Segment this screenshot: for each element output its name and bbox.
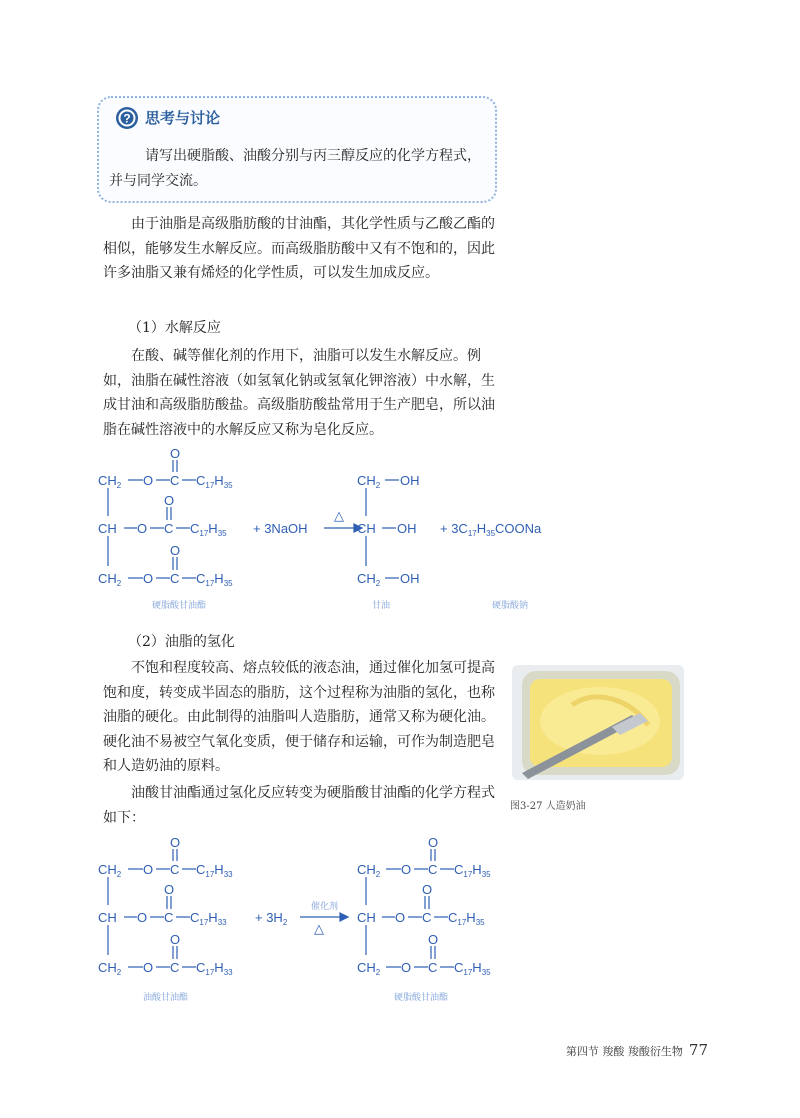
svg-text:OH: OH <box>400 571 420 586</box>
svg-text:C: C <box>422 910 432 925</box>
svg-text:催化剂: 催化剂 <box>311 901 339 911</box>
discussion-title: 思考与讨论 <box>145 109 221 127</box>
svg-text:C: C <box>170 473 180 488</box>
saponification-equation <box>0 440 800 620</box>
svg-text:CH: CH <box>357 910 376 925</box>
svg-text:C: C <box>170 960 180 975</box>
svg-text:O: O <box>170 835 181 850</box>
svg-text:OH: OH <box>397 521 417 536</box>
svg-text:CH2: $CH_2$ <box>357 473 381 490</box>
page-footer <box>566 1041 708 1059</box>
svg-text:OH: OH <box>400 473 420 488</box>
svg-text:CH2: $CH_2$ <box>357 571 381 588</box>
svg-text:O: O <box>143 473 154 488</box>
figure-caption: 图3-27 人造奶油 <box>510 801 586 812</box>
svg-text:O: O <box>143 862 154 877</box>
svg-text:CH2: $CH_2$ <box>357 862 381 879</box>
svg-text:C: C <box>164 521 174 536</box>
svg-text:C17H35: $C_{17}H_{35}$ <box>454 862 491 879</box>
svg-text:CH: CH <box>357 521 376 536</box>
svg-text:C17H35: $C_{17}H_{35}$ <box>196 473 233 490</box>
svg-text:O: O <box>137 521 148 536</box>
svg-text:C: C <box>170 571 180 586</box>
svg-text:C: C <box>428 960 438 975</box>
page-number: 77 <box>688 1041 708 1059</box>
svg-text:CH: CH <box>98 521 117 536</box>
svg-text:+ 3H2: + $3H_2$ <box>255 910 288 927</box>
svg-text:O: O <box>422 882 433 897</box>
svg-text:C17H35: $C_{17}H_{35}$ <box>190 521 227 538</box>
svg-text:O: O <box>164 882 175 897</box>
margarine-photo <box>512 665 684 780</box>
svg-text:C17H33: $C_{17}H_{33}$ <box>196 862 233 879</box>
svg-text:O: O <box>428 835 439 850</box>
discussion-box <box>97 96 497 203</box>
svg-text:O: O <box>164 493 175 508</box>
svg-text:C17H33: $C_{17}H_{33}$ <box>190 910 227 927</box>
svg-text:O: O <box>143 960 154 975</box>
svg-text:C: C <box>164 910 174 925</box>
svg-text:△: △ <box>314 921 324 936</box>
svg-text:C17H33: $C_{17}H_{33}$ <box>196 960 233 977</box>
svg-text:C: C <box>170 862 180 877</box>
svg-text:O: O <box>170 446 181 461</box>
discussion-text: 请写出硬脂酸、油酸分别与丙三醇反应的化学方程式，并与同学交流。 <box>109 148 481 189</box>
hydrogenation-heading: （2）油脂的氢化 <box>128 634 235 650</box>
svg-text:C17H35: $C_{17}H_{35}$ <box>196 571 233 588</box>
hydrolysis-paragraph: 在酸、碱等催化剂的作用下，油脂可以发生水解反应。例如，油脂在碱性溶液（如氢氧化钠或氢氧化钾溶液）中水解，生成甘油和高级脂肪酸盐。高级脂肪酸盐常用于生产肥皂，所以油脂在碱性溶液中的水解反应又称为皂化反应。 <box>103 348 495 438</box>
svg-text:C17H35: $C_{17}H_{35}$ <box>448 910 485 927</box>
svg-text:CH2: $CH_2$ <box>98 960 122 977</box>
svg-text:O: O <box>170 543 181 558</box>
svg-text:O: O <box>395 910 406 925</box>
svg-text:?: ? <box>123 111 131 126</box>
svg-text:O: O <box>170 932 181 947</box>
svg-text:CH2: $CH_2$ <box>357 960 381 977</box>
svg-text:CH2: $CH_2$ <box>98 473 122 490</box>
svg-text:油酸甘油酯: 油酸甘油酯 <box>143 993 189 1003</box>
svg-text:CH: CH <box>98 910 117 925</box>
svg-text:硬脂酸甘油酯: 硬脂酸甘油酯 <box>152 601 207 611</box>
svg-text:甘油: 甘油 <box>372 601 391 611</box>
svg-text:O: O <box>401 862 412 877</box>
svg-text:+ 3C17H35COONa: + $3C_{17}H_{35}COONa$ <box>440 521 542 538</box>
svg-text:O: O <box>143 571 154 586</box>
footer-section: 第四节 羧酸 羧酸衍生物 <box>565 1045 683 1058</box>
hydrogenation-equation <box>0 830 800 1010</box>
question-icon <box>115 106 139 130</box>
svg-text:+ 3NaOH: + 3NaOH <box>253 521 308 536</box>
svg-text:CH2: $CH_2$ <box>98 571 122 588</box>
svg-text:C17H35: $C_{17}H_{35}$ <box>454 960 491 977</box>
equation-intro: 油酸甘油酯通过氢化反应转变为硬脂酸甘油酯的化学方程式如下： <box>103 785 495 826</box>
hydrolysis-heading: （1）水解反应 <box>128 320 221 336</box>
svg-text:CH2: $CH_2$ <box>98 862 122 879</box>
svg-text:硬脂酸钠: 硬脂酸钠 <box>492 601 529 611</box>
svg-text:O: O <box>428 932 439 947</box>
intro-paragraph: 由于油脂是高级脂肪酸的甘油酯，其化学性质与乙酸乙酯的相似，能够发生水解反应。而高级脂肪酸中又有不饱和的，因此许多油脂又兼有烯烃的化学性质，可以发生加成反应。 <box>103 216 495 281</box>
hydrogenation-paragraph: 不饱和程度较高、熔点较低的液态油，通过催化加氢可提高饱和度，转变成半固态的脂肪，这个过程称为油脂的氢化，也称油脂的硬化。由此制得的油脂叫人造脂肪，通常又称为硬化油。硬化油不易被空气氧化变质，便于储存和运输，可作为制造肥皂和人造奶油的原料。 <box>103 660 495 774</box>
svg-text:O: O <box>401 960 412 975</box>
svg-text:△: △ <box>334 508 344 523</box>
svg-text:硬脂酸甘油酯: 硬脂酸甘油酯 <box>394 993 449 1003</box>
svg-text:O: O <box>137 910 148 925</box>
svg-text:C: C <box>428 862 438 877</box>
